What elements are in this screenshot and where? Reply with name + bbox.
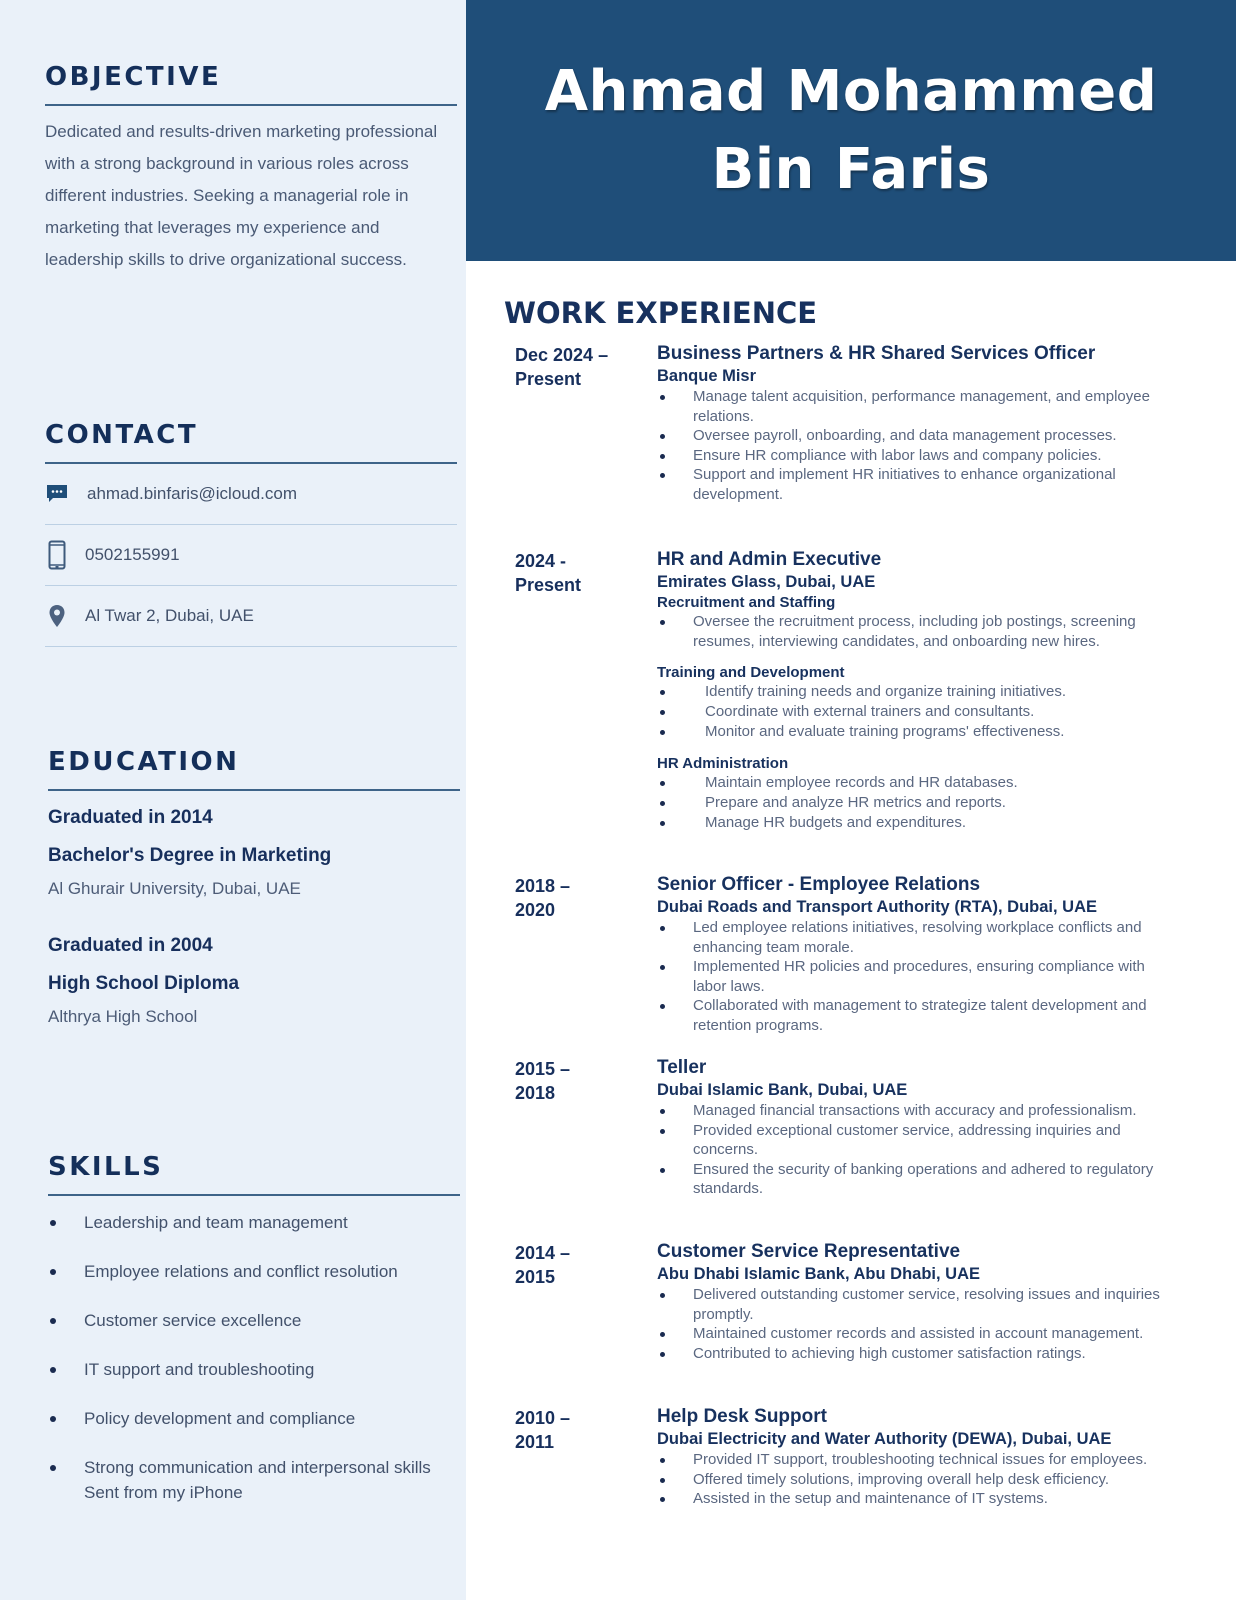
skill-item: Policy development and compliance	[48, 1406, 460, 1431]
responsibility-item: Oversee the recruitment process, including job postings, screening resumes, interviewing candidates, and onboarding new hires.	[657, 612, 1175, 651]
job-entry	[515, 1406, 1195, 1509]
responsibility-item: Managed financial transactions with accuracy and professionalism.	[657, 1101, 1175, 1121]
responsibility-item: Prepare and analyze HR metrics and reports.	[657, 793, 1175, 813]
date-start: 2018 –	[515, 876, 571, 896]
contact-heading: CONTACT	[45, 420, 199, 450]
job-entry	[515, 874, 1195, 1035]
divider	[45, 104, 457, 106]
date-end: Present	[515, 575, 582, 595]
objective-heading: OBJECTIVE	[45, 62, 222, 92]
skills-list	[48, 1210, 460, 1505]
address-text: Al Twar 2, Dubai, UAE	[85, 606, 254, 625]
contact-address	[45, 586, 457, 647]
job-dates	[515, 874, 657, 1035]
company-name: Abu Dhabi Islamic Bank, Abu Dhabi, UAE	[657, 1265, 981, 1283]
location-pin-icon	[45, 602, 69, 630]
responsibility-item: Coordinate with external trainers and consultants.	[657, 702, 1175, 722]
responsibility-item: Monitor and evaluate training programs' effectiveness.	[657, 722, 1175, 742]
graduation-year: Graduated in 2004	[48, 935, 213, 956]
responsibility-item: Manage talent acquisition, performance management, and employee relations.	[657, 387, 1175, 426]
date-end: 2020	[515, 900, 556, 920]
job-dates	[515, 549, 657, 833]
job-entry	[515, 549, 1195, 833]
responsibility-item: Implemented HR policies and procedures, ensuring compliance with labor laws.	[657, 957, 1175, 996]
subsection-heading: HR Administration	[657, 755, 789, 772]
responsibilities-list	[657, 773, 1175, 833]
company-name: Dubai Islamic Bank, Dubai, UAE	[657, 1081, 908, 1099]
company-name: Dubai Roads and Transport Authority (RTA), Dubai, UAE	[657, 898, 1098, 916]
job-dates	[515, 343, 657, 504]
phone-number[interactable]: 0502155991	[85, 545, 180, 564]
responsibility-item: Offered timely solutions, improving overall help desk efficiency.	[657, 1470, 1175, 1490]
responsibilities-list	[657, 1101, 1175, 1199]
name-banner	[466, 0, 1236, 261]
job-title: Help Desk Support	[657, 1406, 827, 1427]
responsibility-item: Provided exceptional customer service, addressing inquiries and concerns.	[657, 1121, 1175, 1160]
responsibility-item: Oversee payroll, onboarding, and data management processes.	[657, 426, 1175, 446]
responsibility-item: Collaborated with management to strategize talent development and retention programs.	[657, 996, 1175, 1035]
date-start: 2014 –	[515, 1243, 571, 1263]
responsibility-item: Assisted in the setup and maintenance of IT systems.	[657, 1489, 1175, 1509]
responsibilities-list	[657, 387, 1175, 504]
date-end: Present	[515, 369, 582, 389]
date-start: 2010 –	[515, 1408, 571, 1428]
job-dates	[515, 1241, 657, 1363]
responsibility-item: Maintain employee records and HR databases.	[657, 773, 1175, 793]
graduation-year: Graduated in 2014	[48, 807, 213, 828]
job-details	[657, 874, 1175, 1035]
job-title: Business Partners & HR Shared Services Officer	[657, 343, 1096, 364]
divider	[48, 789, 460, 791]
school-name: Althrya High School	[48, 1007, 198, 1026]
company-name: Banque Misr	[657, 367, 757, 385]
skills-section	[48, 1152, 460, 1505]
skills-heading: SKILLS	[48, 1152, 164, 1182]
date-start: 2024 -	[515, 551, 567, 571]
subsection-heading: Recruitment and Staffing	[657, 594, 836, 611]
job-details	[657, 549, 1175, 833]
responsibilities-list	[657, 918, 1175, 1035]
subsection-heading: Training and Development	[657, 664, 845, 681]
job-details	[657, 1241, 1175, 1363]
job-entry	[515, 1241, 1195, 1363]
responsibility-item: Maintained customer records and assisted in account management.	[657, 1324, 1175, 1344]
sidebar	[0, 0, 466, 1600]
responsibilities-list	[657, 1285, 1175, 1363]
responsibility-item: Contributed to achieving high customer satisfaction ratings.	[657, 1344, 1175, 1364]
job-dates	[515, 1406, 657, 1509]
divider	[48, 1194, 460, 1196]
responsibility-item: Led employee relations initiatives, resolving workplace conflicts and enhancing team morale.	[657, 918, 1175, 957]
chat-bubble-icon	[45, 480, 69, 508]
skill-item: Customer service excellence	[48, 1308, 460, 1333]
skill-item: Employee relations and conflict resolution	[48, 1259, 460, 1284]
job-title: Teller	[657, 1057, 707, 1078]
education-item	[48, 935, 460, 1027]
job-title: HR and Admin Executive	[657, 549, 882, 570]
work-experience-heading: WORK EXPERIENCE	[504, 296, 818, 330]
responsibility-item: Delivered outstanding customer service, resolving issues and inquiries promptly.	[657, 1285, 1175, 1324]
school-name: Al Ghurair University, Dubai, UAE	[48, 879, 301, 898]
degree-title: Bachelor's Degree in Marketing	[48, 845, 332, 866]
responsibility-item: Support and implement HR initiatives to enhance organizational development.	[657, 465, 1175, 504]
date-start: 2015 –	[515, 1059, 571, 1079]
mobile-phone-icon	[45, 541, 69, 569]
full-name-line-1: Ahmad Mohammed	[544, 58, 1158, 124]
job-dates	[515, 1057, 657, 1199]
job-title: Senior Officer - Employee Relations	[657, 874, 981, 895]
skill-item: IT support and troubleshooting	[48, 1357, 460, 1382]
education-item	[48, 807, 460, 899]
responsibility-item: Identify training needs and organize training initiatives.	[657, 682, 1175, 702]
objective-text: Dedicated and results-driven marketing professional with a strong background in various roles across different industries. Seeking a managerial role in marketing that leverages my experience and leadership skills to drive organizational success.	[45, 122, 438, 269]
company-name: Dubai Electricity and Water Authority (DEWA), Dubai, UAE	[657, 1430, 1112, 1448]
main-content	[466, 0, 1236, 1600]
skill-item: Leadership and team management	[48, 1210, 460, 1235]
skill-item: Strong communication and interpersonal skills Sent from my iPhone	[48, 1455, 460, 1505]
responsibility-item: Ensure HR compliance with labor laws and company policies.	[657, 446, 1175, 466]
responsibilities-list	[657, 612, 1175, 651]
date-start: Dec 2024 –	[515, 345, 609, 365]
education-section	[48, 747, 460, 1027]
degree-title: High School Diploma	[48, 973, 240, 994]
date-end: 2018	[515, 1083, 556, 1103]
contact-email	[45, 464, 457, 525]
responsibilities-list	[657, 1450, 1175, 1509]
email-link[interactable]: ahmad.binfaris@icloud.com	[87, 484, 298, 503]
responsibility-item: Provided IT support, troubleshooting technical issues for employees.	[657, 1450, 1175, 1470]
objective-section	[45, 62, 457, 276]
date-end: 2015	[515, 1267, 556, 1287]
job-entry	[515, 343, 1195, 504]
company-name: Emirates Glass, Dubai, UAE	[657, 573, 876, 591]
job-entry	[515, 1057, 1195, 1199]
date-end: 2011	[515, 1432, 555, 1452]
contact-section	[45, 420, 457, 647]
job-details	[657, 1406, 1175, 1509]
contact-phone	[45, 525, 457, 586]
responsibility-item: Ensured the security of banking operations and adhered to regulatory standards.	[657, 1160, 1175, 1199]
responsibility-item: Manage HR budgets and expenditures.	[657, 813, 1175, 833]
job-details	[657, 343, 1175, 504]
job-title: Customer Service Representative	[657, 1241, 961, 1262]
education-heading: EDUCATION	[48, 747, 240, 777]
full-name-line-2: Bin Faris	[711, 136, 991, 202]
responsibilities-list	[657, 682, 1175, 742]
job-details	[657, 1057, 1175, 1199]
